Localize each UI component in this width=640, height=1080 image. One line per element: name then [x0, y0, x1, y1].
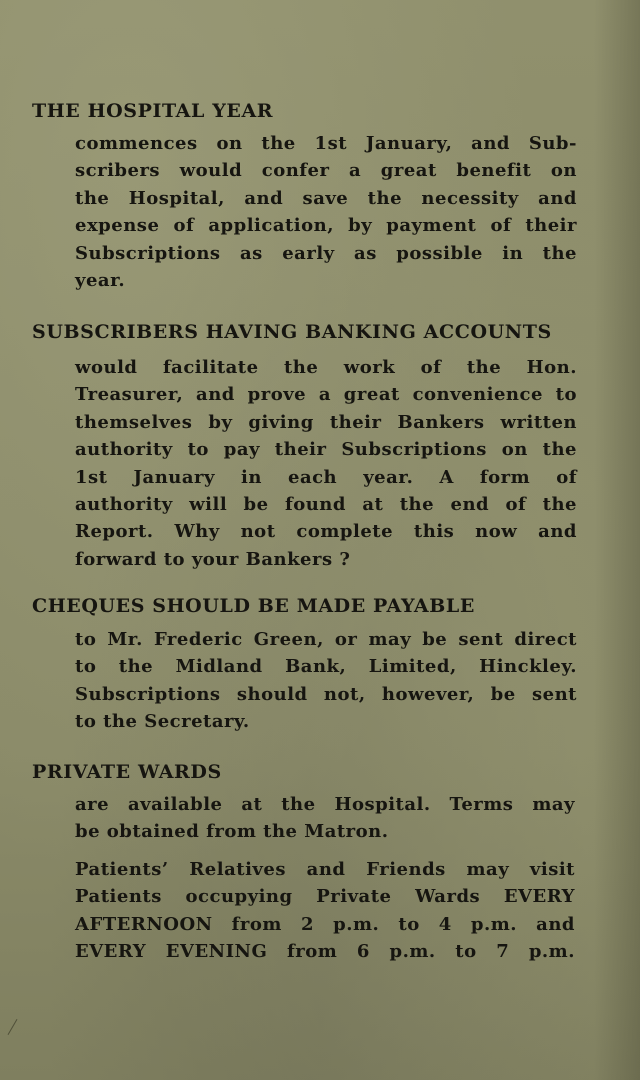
paragraph-visiting-hours: [75, 856, 575, 966]
text-line: authority to pay their Subscriptions on the: [75, 439, 577, 461]
heading-cheques: CHEQUES SHOULD BE MADE PAYABLE: [32, 595, 475, 617]
text-line: expense of application, by payment of their: [75, 215, 577, 237]
text-line: be obtained from the Matron.: [75, 821, 389, 843]
paragraph-private-wards: [75, 791, 575, 846]
paragraph-cheques: [75, 626, 577, 736]
text-line: commences on the 1st January, and Sub-: [75, 133, 577, 154]
text-line: year.: [75, 270, 126, 292]
heading-private-wards: PRIVATE WARDS: [32, 761, 222, 783]
text-line: authority will be found at the end of the: [75, 494, 577, 516]
text-line: themselves by giving their Bankers written: [75, 411, 577, 433]
text-line: the Hospital, and save the necessity and: [75, 187, 577, 209]
text-line: 1st January in each year. A form of: [75, 466, 577, 488]
paragraph-hospital-year: [75, 130, 577, 294]
text-line: Subscriptions as early as possible in the: [75, 242, 577, 264]
text-line: forward to your Bankers ?: [75, 548, 351, 570]
text-line: scribers would confer a great benefit on: [75, 160, 577, 182]
heading-hospital-year: THE HOSPITAL YEAR: [32, 100, 274, 122]
text-line: AFTERNOON from 2 p.m. to 4 p.m. and: [75, 913, 575, 935]
text-line: Patients occupying Private Wards EVERY: [75, 886, 575, 908]
text-line: Treasurer, and prove a great convenience to: [75, 384, 577, 406]
text-line: EVERY EVENING from 6 p.m. to 7 p.m.: [75, 941, 575, 963]
paragraph-banking-accounts: [75, 354, 577, 573]
text-line: would facilitate the work of the Hon.: [75, 357, 577, 378]
text-line: to the Secretary.: [75, 711, 250, 733]
text-line: Report. Why not complete this now and: [75, 521, 577, 543]
text-line: are available at the Hospital. Terms may: [75, 794, 575, 815]
text-line: Patients’ Relatives and Friends may visit: [75, 859, 575, 880]
paper-mark: [8, 1019, 18, 1035]
heading-banking-accounts: SUBSCRIBERS HAVING BANKING ACCOUNTS: [32, 321, 552, 343]
text-line: to the Midland Bank, Limited, Hinckley.: [75, 656, 577, 678]
text-line: to Mr. Frederic Green, or may be sent direct: [75, 629, 577, 650]
text-line: Subscriptions should not, however, be sent: [75, 683, 577, 705]
